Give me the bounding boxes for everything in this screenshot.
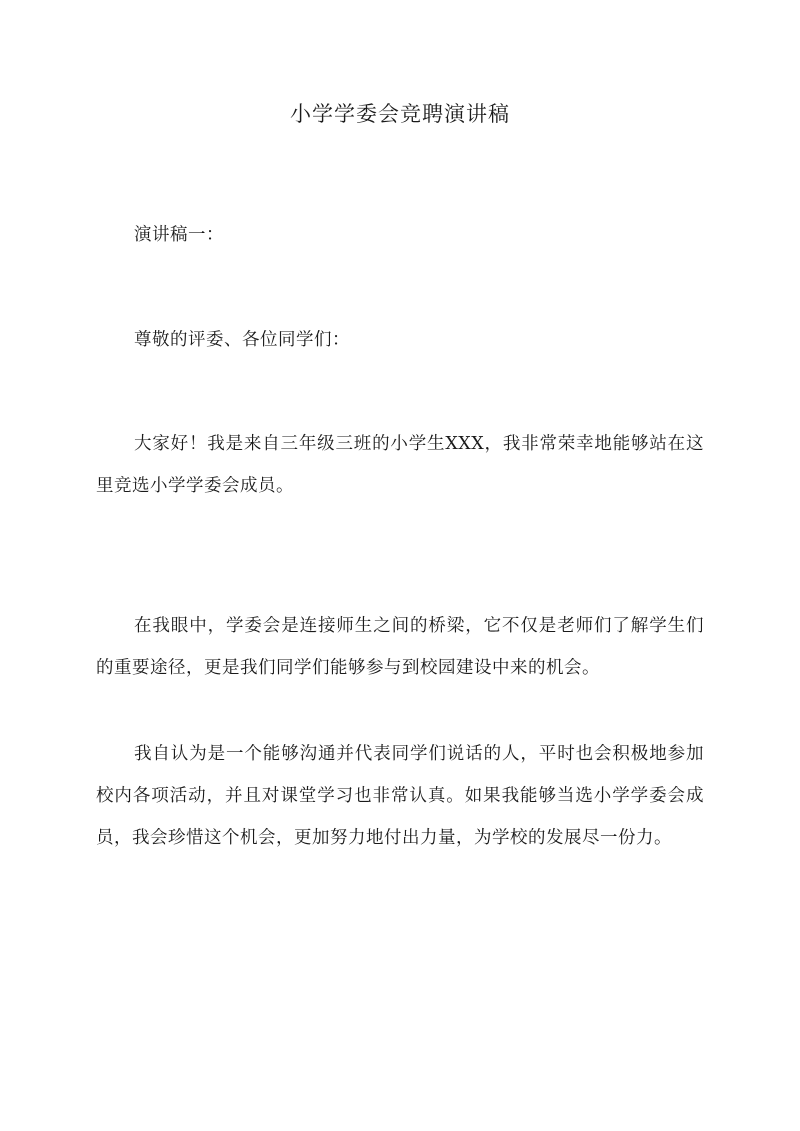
page-title: 小学学委会竞聘演讲稿 — [290, 102, 510, 126]
section-heading: 演讲稿一： — [134, 225, 224, 245]
paragraph-view-of-committee: 在我眼中，学委会是连接师生之间的桥梁，它不仅是老师们了解学生们的重要途径，更是我们同学们能够参与到校园建设中来的机会。 — [96, 616, 704, 678]
paragraph-introduction: 大家好！我是来自三年级三班的小学生XXX，我非常荣幸地能够站在这里竞选小学学委会成员。 — [96, 434, 704, 496]
paragraph-self-assessment: 我自认为是一个能够沟通并代表同学们说话的人，平时也会积极地参加校内各项活动，并且对课堂学习也非常认真。如果我能够当选小学学委会成员，我会珍惜这个机会，更加努力地付出力量，为学校的发展尽一份力。 — [96, 744, 704, 848]
salutation: 尊敬的评委、各位同学们： — [134, 330, 350, 350]
